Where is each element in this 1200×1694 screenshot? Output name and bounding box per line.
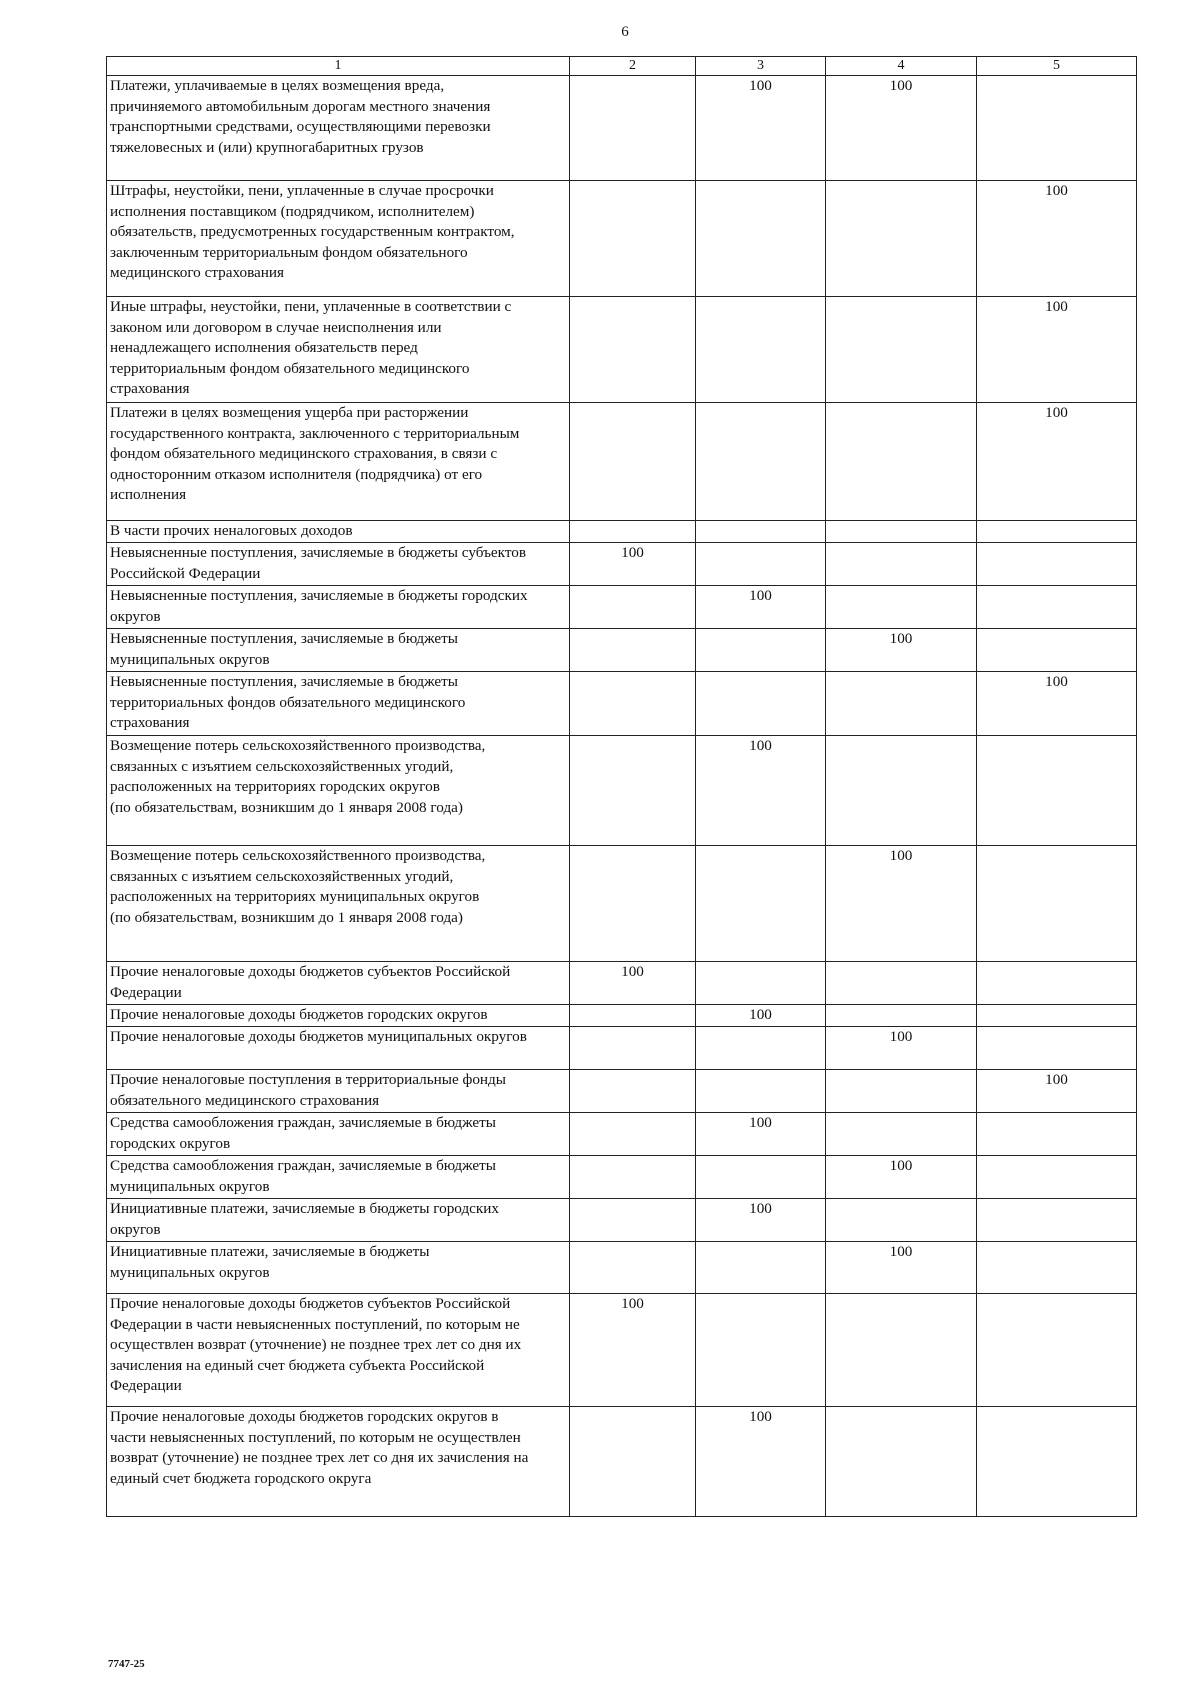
table-row: [107, 586, 1137, 629]
percent-cell-c4: [826, 672, 977, 736]
percent-cell-c3: 100: [696, 1005, 826, 1027]
percent-cell-c2: [570, 1199, 696, 1242]
page-number: 6: [621, 24, 629, 40]
table-row: [107, 962, 1137, 1005]
percent-cell-c4: [826, 521, 977, 543]
table-row: [107, 403, 1137, 521]
percent-cell-c4: [826, 181, 977, 297]
revenue-type-cell: Средства самообложения граждан, зачисляемые в бюджеты муниципальных округов: [107, 1156, 570, 1199]
percent-cell-c5: [977, 586, 1137, 629]
percent-cell-c5: [977, 1242, 1137, 1294]
percent-cell-c5: [977, 1113, 1137, 1156]
percent-cell-c5: [977, 521, 1137, 543]
percent-cell-c3: [696, 1027, 826, 1070]
percent-cell-c2: [570, 1027, 696, 1070]
percent-cell-c2: [570, 1156, 696, 1199]
percent-cell-c2: [570, 1113, 696, 1156]
percent-cell-c3: 100: [696, 76, 826, 181]
percent-cell-c3: [696, 543, 826, 586]
revenue-type-cell: Возмещение потерь сельскохозяйственного производства, связанных с изъятием сельскохозяйственных угодий, расположенных на территориях городских округов (по обязательствам, возникшим до 1 января 2008 года): [107, 736, 570, 846]
table-row: [107, 1070, 1137, 1113]
percent-cell-c5: 100: [977, 297, 1137, 403]
percent-cell-c3: [696, 672, 826, 736]
percent-cell-c4: 100: [826, 1242, 977, 1294]
revenue-type-cell: Платежи, уплачиваемые в целях возмещения вреда, причиняемого автомобильным дорогам местного значения транспортными средствами, осуществляющими перевозки тяжеловесных и (или) крупногабаритных грузов: [107, 76, 570, 181]
revenue-type-cell: Прочие неналоговые доходы бюджетов субъектов Российской Федерации: [107, 962, 570, 1005]
revenue-type-cell: Невыясненные поступления, зачисляемые в бюджеты городских округов: [107, 586, 570, 629]
percent-cell-c5: [977, 1156, 1137, 1199]
revenue-type-cell: В части прочих неналоговых доходов: [107, 521, 570, 543]
table-body: [107, 76, 1137, 1517]
percent-cell-c5: 100: [977, 1070, 1137, 1113]
revenue-type-cell: Штрафы, неустойки, пени, уплаченные в случае просрочки исполнения поставщиком (подрядчиком, исполнителем) обязательств, предусмотренных государственным контрактом, заключенным территориальным фондом обязательного медицинского страхования: [107, 181, 570, 297]
table-row: [107, 1113, 1137, 1156]
percent-cell-c5: [977, 76, 1137, 181]
percent-cell-c3: 100: [696, 736, 826, 846]
column-header: 2: [570, 57, 696, 76]
percent-cell-c3: [696, 1294, 826, 1407]
table-row: [107, 736, 1137, 846]
table-row: [107, 629, 1137, 672]
percent-cell-c5: [977, 962, 1137, 1005]
percent-cell-c4: 100: [826, 1156, 977, 1199]
percent-cell-c4: [826, 1113, 977, 1156]
percent-cell-c5: [977, 1294, 1137, 1407]
percent-cell-c3: [696, 297, 826, 403]
table-row: [107, 1199, 1137, 1242]
percent-cell-c3: [696, 962, 826, 1005]
percent-cell-c4: [826, 736, 977, 846]
percent-cell-c5: [977, 543, 1137, 586]
percent-cell-c2: [570, 846, 696, 962]
percent-cell-c2: [570, 629, 696, 672]
revenue-type-cell: Невыясненные поступления, зачисляемые в бюджеты территориальных фондов обязательного медицинского страхования: [107, 672, 570, 736]
percent-cell-c5: [977, 1199, 1137, 1242]
percent-cell-c3: [696, 1070, 826, 1113]
percent-cell-c2: [570, 76, 696, 181]
percent-cell-c4: [826, 1005, 977, 1027]
percent-cell-c4: 100: [826, 76, 977, 181]
revenue-type-cell: Прочие неналоговые поступления в территориальные фонды обязательного медицинского страхования: [107, 1070, 570, 1113]
revenue-type-cell: Прочие неналоговые доходы бюджетов городских округов: [107, 1005, 570, 1027]
column-header: 1: [107, 57, 570, 76]
percent-cell-c2: [570, 586, 696, 629]
percent-cell-c5: 100: [977, 181, 1137, 297]
percent-cell-c3: [696, 521, 826, 543]
percent-cell-c2: [570, 736, 696, 846]
table-row: [107, 521, 1137, 543]
column-header: 4: [826, 57, 977, 76]
percent-cell-c5: 100: [977, 672, 1137, 736]
percent-cell-c5: [977, 1027, 1137, 1070]
table-header-row: [107, 57, 1137, 76]
percent-cell-c2: [570, 1407, 696, 1517]
percent-cell-c4: [826, 1407, 977, 1517]
table-row: [107, 76, 1137, 181]
percent-cell-c4: [826, 543, 977, 586]
table-row: [107, 1294, 1137, 1407]
table-row: [107, 181, 1137, 297]
percent-cell-c4: [826, 1199, 977, 1242]
percent-cell-c2: 100: [570, 962, 696, 1005]
percent-cell-c2: [570, 672, 696, 736]
column-header: 3: [696, 57, 826, 76]
revenue-type-cell: Инициативные платежи, зачисляемые в бюджеты муниципальных округов: [107, 1242, 570, 1294]
table-row: [107, 1005, 1137, 1027]
document-code: 7747-25: [108, 1658, 145, 1670]
percent-cell-c2: [570, 1070, 696, 1113]
table-row: [107, 1242, 1137, 1294]
percent-cell-c2: 100: [570, 1294, 696, 1407]
revenue-type-cell: Платежи в целях возмещения ущерба при расторжении государственного контракта, заключенного с территориальным фондом обязательного медицинского страхования, в связи с односторонним отказом исполнителя (подрядчика) от его исполнения: [107, 403, 570, 521]
table-row: [107, 672, 1137, 736]
table-row: [107, 1027, 1137, 1070]
percent-cell-c5: 100: [977, 403, 1137, 521]
revenue-type-cell: Прочие неналоговые доходы бюджетов городских округов в части невыясненных поступлений, по которым не осуществлен возврат (уточнение) не позднее трех лет со дня их зачисления на единый счет бюджета городского округа: [107, 1407, 570, 1517]
revenue-distribution-table: [106, 56, 1137, 1517]
table-row: [107, 297, 1137, 403]
revenue-type-cell: Средства самообложения граждан, зачисляемые в бюджеты городских округов: [107, 1113, 570, 1156]
percent-cell-c4: [826, 1070, 977, 1113]
revenue-type-cell: Невыясненные поступления, зачисляемые в бюджеты субъектов Российской Федерации: [107, 543, 570, 586]
percent-cell-c5: [977, 1407, 1137, 1517]
percent-cell-c4: 100: [826, 1027, 977, 1070]
percent-cell-c3: [696, 1156, 826, 1199]
percent-cell-c3: 100: [696, 1199, 826, 1242]
percent-cell-c3: [696, 846, 826, 962]
table-row: [107, 1407, 1137, 1517]
table-row: [107, 846, 1137, 962]
percent-cell-c3: [696, 1242, 826, 1294]
percent-cell-c4: [826, 1294, 977, 1407]
percent-cell-c2: [570, 181, 696, 297]
percent-cell-c4: 100: [826, 629, 977, 672]
revenue-type-cell: Прочие неналоговые доходы бюджетов муниципальных округов: [107, 1027, 570, 1070]
percent-cell-c3: [696, 181, 826, 297]
table-row: [107, 1156, 1137, 1199]
percent-cell-c5: [977, 1005, 1137, 1027]
percent-cell-c4: 100: [826, 846, 977, 962]
percent-cell-c5: [977, 736, 1137, 846]
percent-cell-c2: [570, 297, 696, 403]
percent-cell-c2: [570, 1242, 696, 1294]
percent-cell-c3: [696, 629, 826, 672]
percent-cell-c4: [826, 586, 977, 629]
percent-cell-c2: [570, 403, 696, 521]
revenue-type-cell: Возмещение потерь сельскохозяйственного производства, связанных с изъятием сельскохозяйственных угодий, расположенных на территориях муниципальных округов (по обязательствам, возникшим до 1 января 2008 года): [107, 846, 570, 962]
percent-cell-c3: [696, 403, 826, 521]
column-header: 5: [977, 57, 1137, 76]
percent-cell-c2: 100: [570, 543, 696, 586]
percent-cell-c4: [826, 962, 977, 1005]
percent-cell-c4: [826, 403, 977, 521]
percent-cell-c3: 100: [696, 1407, 826, 1517]
percent-cell-c3: 100: [696, 586, 826, 629]
percent-cell-c5: [977, 629, 1137, 672]
revenue-type-cell: Прочие неналоговые доходы бюджетов субъектов Российской Федерации в части невыясненных поступлений, по которым не осуществлен возврат (уточнение) не позднее трех лет со дня их зачисления на единый счет бюджета субъекта Российской Федерации: [107, 1294, 570, 1407]
percent-cell-c2: [570, 1005, 696, 1027]
percent-cell-c4: [826, 297, 977, 403]
percent-cell-c3: 100: [696, 1113, 826, 1156]
revenue-type-cell: Иные штрафы, неустойки, пени, уплаченные в соответствии с законом или договором в случае неисполнения или ненадлежащего исполнения обязательств перед территориальным фондом обязательного медицинского страхования: [107, 297, 570, 403]
revenue-type-cell: Невыясненные поступления, зачисляемые в бюджеты муниципальных округов: [107, 629, 570, 672]
percent-cell-c5: [977, 846, 1137, 962]
percent-cell-c2: [570, 521, 696, 543]
table-row: [107, 543, 1137, 586]
revenue-type-cell: Инициативные платежи, зачисляемые в бюджеты городских округов: [107, 1199, 570, 1242]
